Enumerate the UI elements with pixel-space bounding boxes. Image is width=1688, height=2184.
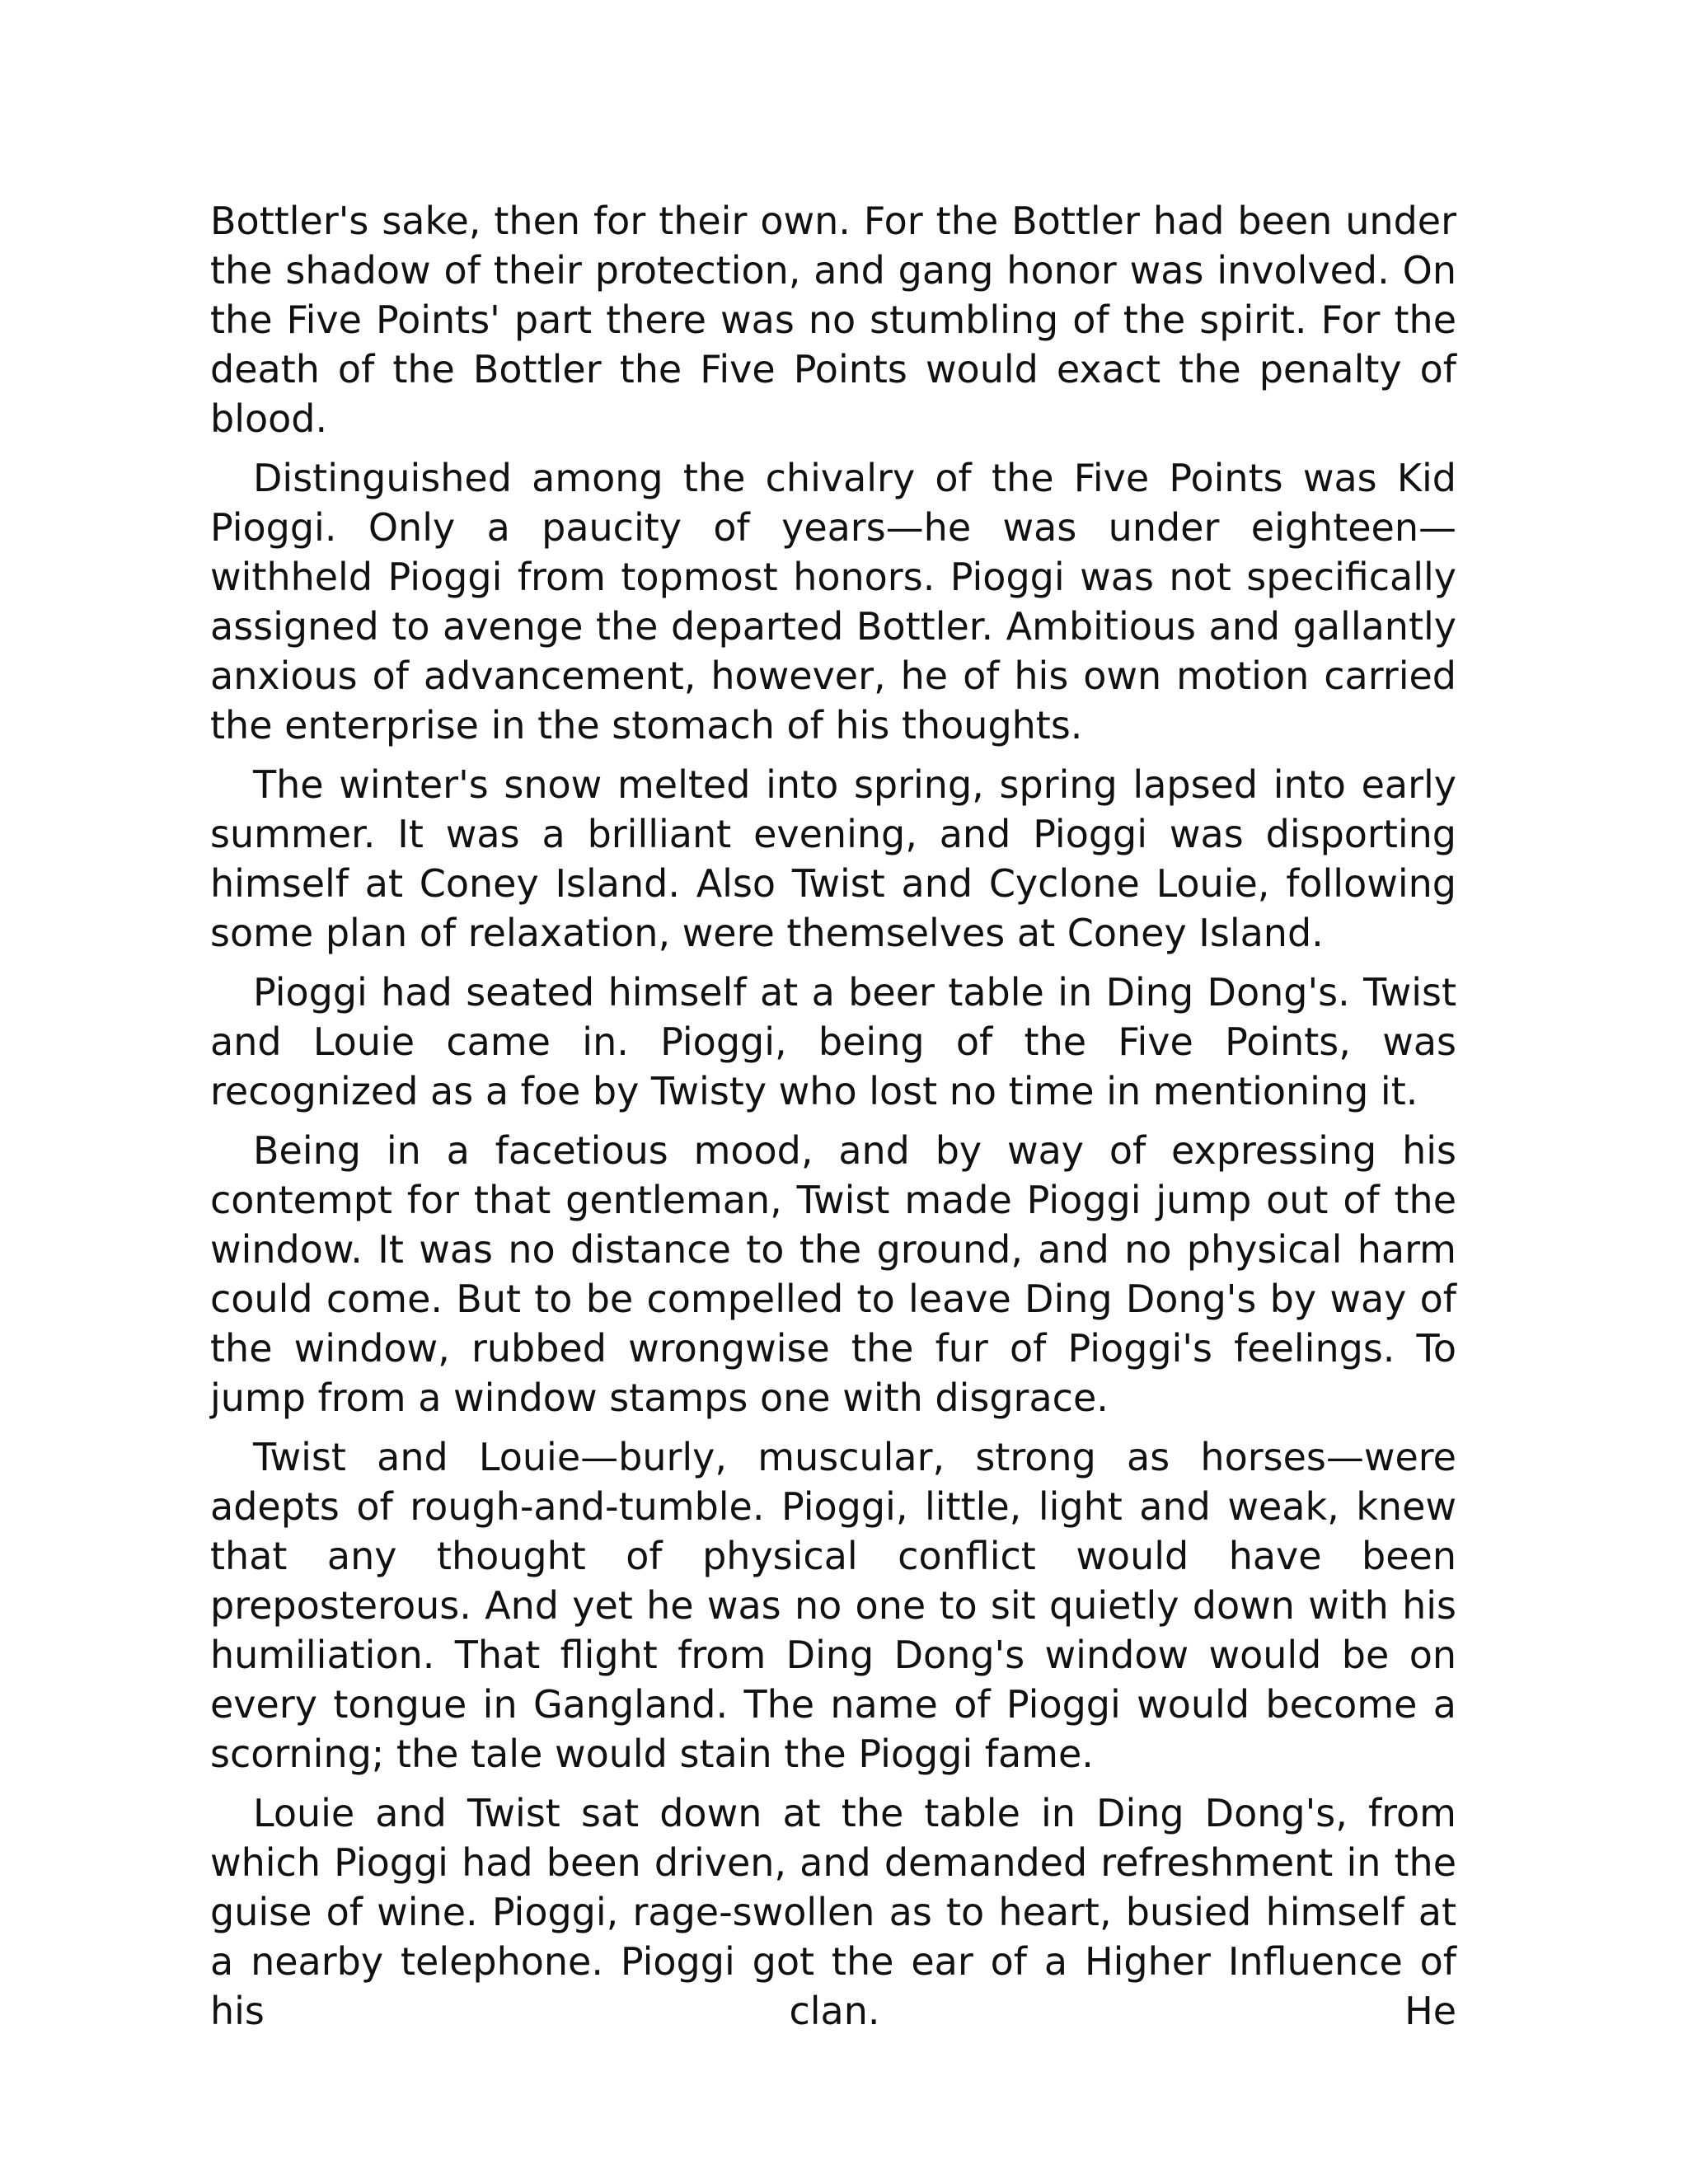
- paragraph-1: Bottler's sake, then for their own. For the Bottler had been under the shadow of their protection, and gang honor was involved. On the Five Points' part there was no stumbling of the spirit. For the death of the Bottler the Five Points would exact the penalty of blood.: [210, 199, 1456, 441]
- paragraph-6: Twist and Louie—burly, muscular, strong as horses—were adepts of rough-and-tumble. Pioggi, little, light and weak, knew that any thought of physical conflict would have been preposterous. And yet he was no one to sit quietly down with his humiliation. That flight from Ding Dong's window would be on every tongue in Gangland. The name of Pioggi would become a scorning; the tale would stain the Pioggi fame.: [210, 1435, 1456, 1776]
- paragraph-7: Louie and Twist sat down at the table in Ding Dong's, from which Pioggi had been driven, and demanded refreshment in the guise of wine. Pioggi, rage-swollen as to heart, busied himself at a nearby telephone. Pioggi got the ear of a Higher Influence of his clan. He: [210, 1791, 1456, 2033]
- paragraph-4: Pioggi had seated himself at a beer table in Ding Dong's. Twist and Louie came in. Pioggi, being of the Five Points, was recognized as a foe by Twisty who lost no time in mentioning it.: [210, 970, 1456, 1113]
- paragraph-2: Distinguished among the chivalry of the Five Points was Kid Pioggi. Only a paucity of years—he was under eighteen—withheld Pioggi from topmost honors. Pioggi was not specifically assigned to avenge the departed Bottler. Ambitious and gallantly anxious of advancement, however, he of his own motion carried the enterprise in the stomach of his thoughts.: [210, 456, 1456, 748]
- paragraph-5: Being in a facetious mood, and by way of expressing his contempt for that gentleman, Twist made Pioggi jump out of the window. It was no distance to the ground, and no physical harm could come. But to be compelled to leave Ding Dong's by way of the window, rubbed wrongwise the fur of Pioggi's feelings. To jump from a window stamps one with disgrace.: [210, 1128, 1456, 1420]
- body-text: [210, 196, 1456, 2046]
- paragraph-3: The winter's snow melted into spring, spring lapsed into early summer. It was a brilliant evening, and Pioggi was disporting himself at Coney Island. Also Twist and Cyclone Louie, following some plan of relaxation, were themselves at Coney Island.: [210, 762, 1456, 955]
